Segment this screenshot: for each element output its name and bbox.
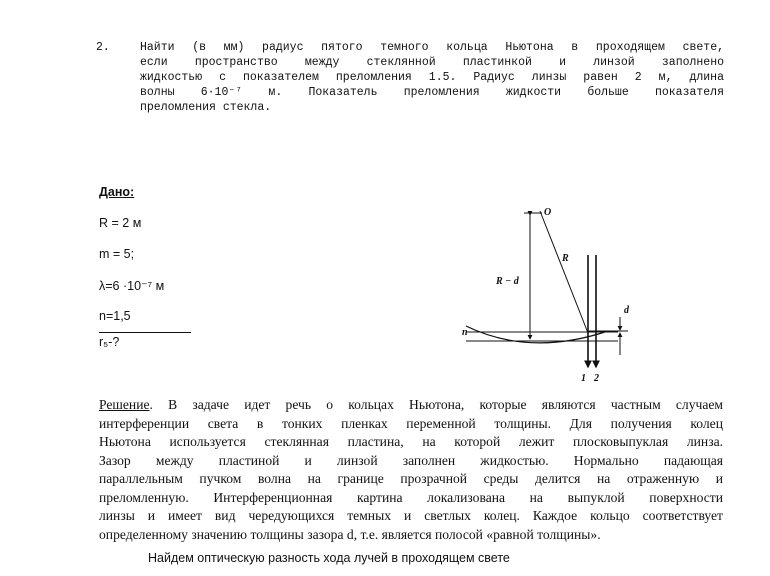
solution-text [99,396,723,544]
given-ring-order: m = 5; [99,247,135,261]
problem-line: Найти (в мм) радиус пятого темного кольца Ньютона в проходящем свете, [140,41,724,54]
solution-heading: Решение [99,397,150,412]
problem-line: жидкостью с показателем преломления 1.5. Радиус линзы равен 2 м, длина [140,71,724,84]
solution-line: параллельным пучком волна на границе прозрачной среды делится на отраженную и [99,471,723,486]
solution-line: интерференции света в тонких пленках переменной толщины. Для получения колец [99,415,723,431]
given-refractive-index: n=1,5 [99,309,131,323]
label-height: R − d [496,276,519,287]
given-title: Дано: [99,185,135,199]
solution-line: Решение. В задаче идет речь о кольцах Ньютона, которые являются частным случаем [99,397,723,412]
solution-line: определенному значению толщины зазора d, т.е. является полосой «равной толщины». [99,526,601,542]
problem-line: волны 6·10⁻⁷ м. Показатель преломления жидкости больше показателя [140,86,724,99]
unknown-value: r₅-? [99,335,120,349]
solution-line: линзы и имеет вид чередующихся темных и светлых колец. Каждое кольцо соответствует [99,508,723,523]
label-radius: R [562,253,569,264]
problem-line: преломления стекла. [140,101,272,114]
solution-line: преломленную. Интерференционная картина локализована на выпуклой поверхности [99,489,723,505]
given-wavelength: λ=6 ·10⁻⁷ м [99,279,165,293]
newton-rings-diagram [458,205,642,387]
problem-text [140,40,724,115]
given-divider [99,332,191,333]
given-radius: R = 2 м [99,216,142,230]
label-center: O [544,207,552,218]
label-ray-1: 1 [581,373,586,384]
radius-line [540,211,588,333]
next-step-heading: Найдем оптическую разность хода лучей в проходящем свете [148,551,510,565]
problem-statement [96,40,724,115]
solution-line: Ньютона используется стеклянная пластина, на которой лежит плосковыпуклая линза. [99,434,723,449]
label-gap: d [624,305,629,316]
label-medium: n [462,327,468,338]
problem-number: 2. [96,41,110,54]
solution-line: Зазор между пластиной и линзой заполнен жидкостью. Нормально падающая [99,452,723,468]
label-ray-2: 2 [594,373,599,384]
problem-line: если пространство между стеклянной пластинкой и линзой заполнено [140,56,724,69]
